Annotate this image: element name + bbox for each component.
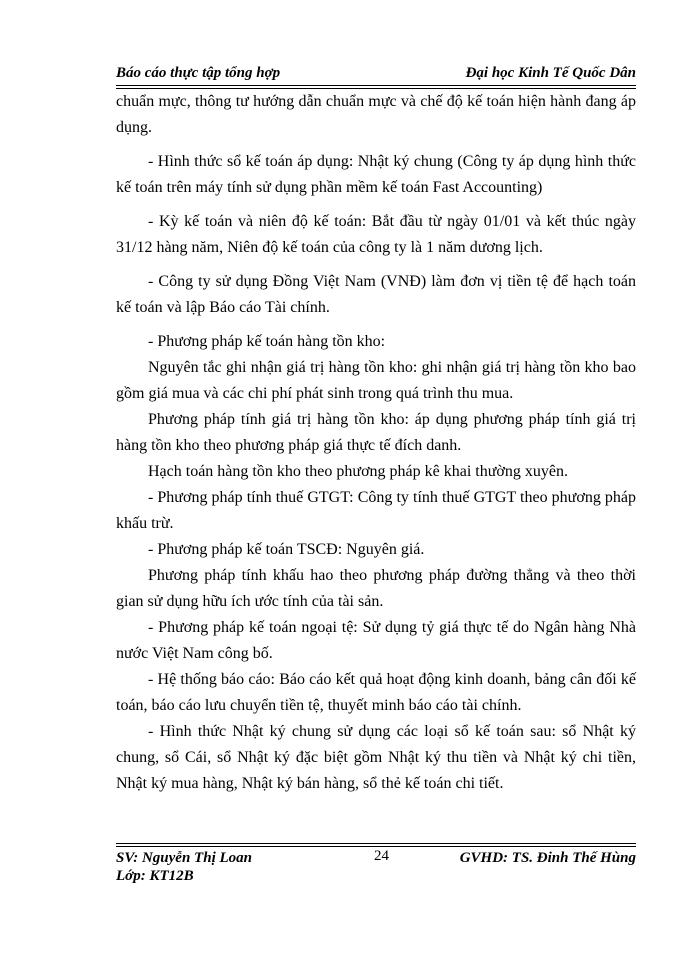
footer-student-name: SV: Nguyễn Thị Loan [116,850,252,866]
paragraph-bookkeeping-form: - Hình thức sổ kế toán áp dụng: Nhật ký chung (Công ty áp dụng hình thức kế toán trên máy tính sử dụng phần mềm kế toán Fast Accounting) [116,153,636,196]
paragraph-journal-books: - Hình thức Nhật ký chung sử dụng các loại sổ kế toán sau: sổ Nhật ký chung, sổ Cái, sổ Nhật ký đặc biệt gồm Nhật ký thu tiền và Nhật ký chi tiền, Nhật ký mua hàng, Nhật ký bán hàng, sổ thẻ kế toán chi tiết. [116,723,636,792]
page-footer [116,848,636,894]
paragraph-reporting-system: - Hệ thống báo cáo: Báo cáo kết quả hoạt động kinh doanh, bảng cân đối kế toán, báo cáo lưu chuyển tiền tệ, thuyết minh báo cáo tài chính. [116,671,636,714]
paragraph-inventory-accounting: Hạch toán hàng tồn kho theo phương pháp kê khai thường xuyên. [148,463,568,480]
header-report-title: Báo cáo thực tập tổng hợp [116,65,281,81]
paragraph-inventory-recognition: Nguyên tắc ghi nhận giá trị hàng tồn kho: ghi nhận giá trị hàng tồn kho bao gồm giá mua và các chi phí phát sinh trong quá trình thu mua. [116,359,636,402]
footer-divider-thin [116,843,636,844]
paragraph-inventory-method: - Phương pháp kế toán hàng tồn kho: [148,333,386,350]
page-header [116,62,636,84]
paragraph-vat-method: - Phương pháp tính thuế GTGT: Công ty tính thuế GTGT theo phương pháp khấu trừ. [116,489,636,532]
paragraph-foreign-currency: - Phương pháp kế toán ngoại tệ: Sử dụng tỷ giá thực tế do Ngân hàng Nhà nước Việt Nam công bố. [116,619,636,662]
header-divider [116,85,636,86]
paragraph-fixed-assets: - Phương pháp kế toán TSCĐ: Nguyên giá. [148,541,425,558]
paragraph-currency: - Công ty sử dụng Đồng Việt Nam (VNĐ) làm đơn vị tiền tệ để hạch toán kế toán và lập Báo cáo Tài chính. [116,273,636,316]
document-body [116,89,636,797]
paragraph-continuation: chuẩn mực, thông tư hướng dẫn chuẩn mực và chế độ kế toán hiện hành đang áp dụng. [116,93,636,136]
page-number: 24 [374,848,389,864]
paragraph-inventory-valuation: Phương pháp tính giá trị hàng tồn kho: áp dụng phương pháp tính giá trị hàng tồn kho theo phương pháp giá thực tế đích danh. [116,411,636,454]
footer-class: Lớp: KT12B [116,868,194,884]
paragraph-accounting-period: - Kỳ kế toán và niên độ kế toán: Bắt đầu từ ngày 01/01 và kết thúc ngày 31/12 hàng năm, Niên độ kế toán của công ty là 1 năm dương lịch. [116,213,636,256]
footer-supervisor: GVHD: TS. Đinh Thế Hùng [459,850,636,866]
header-university: Đại học Kinh Tế Quốc Dân [465,65,636,81]
paragraph-depreciation: Phương pháp tính khấu hao theo phương pháp đường thẳng và theo thời gian sử dụng hữu ích ước tính của tài sản. [116,567,636,610]
